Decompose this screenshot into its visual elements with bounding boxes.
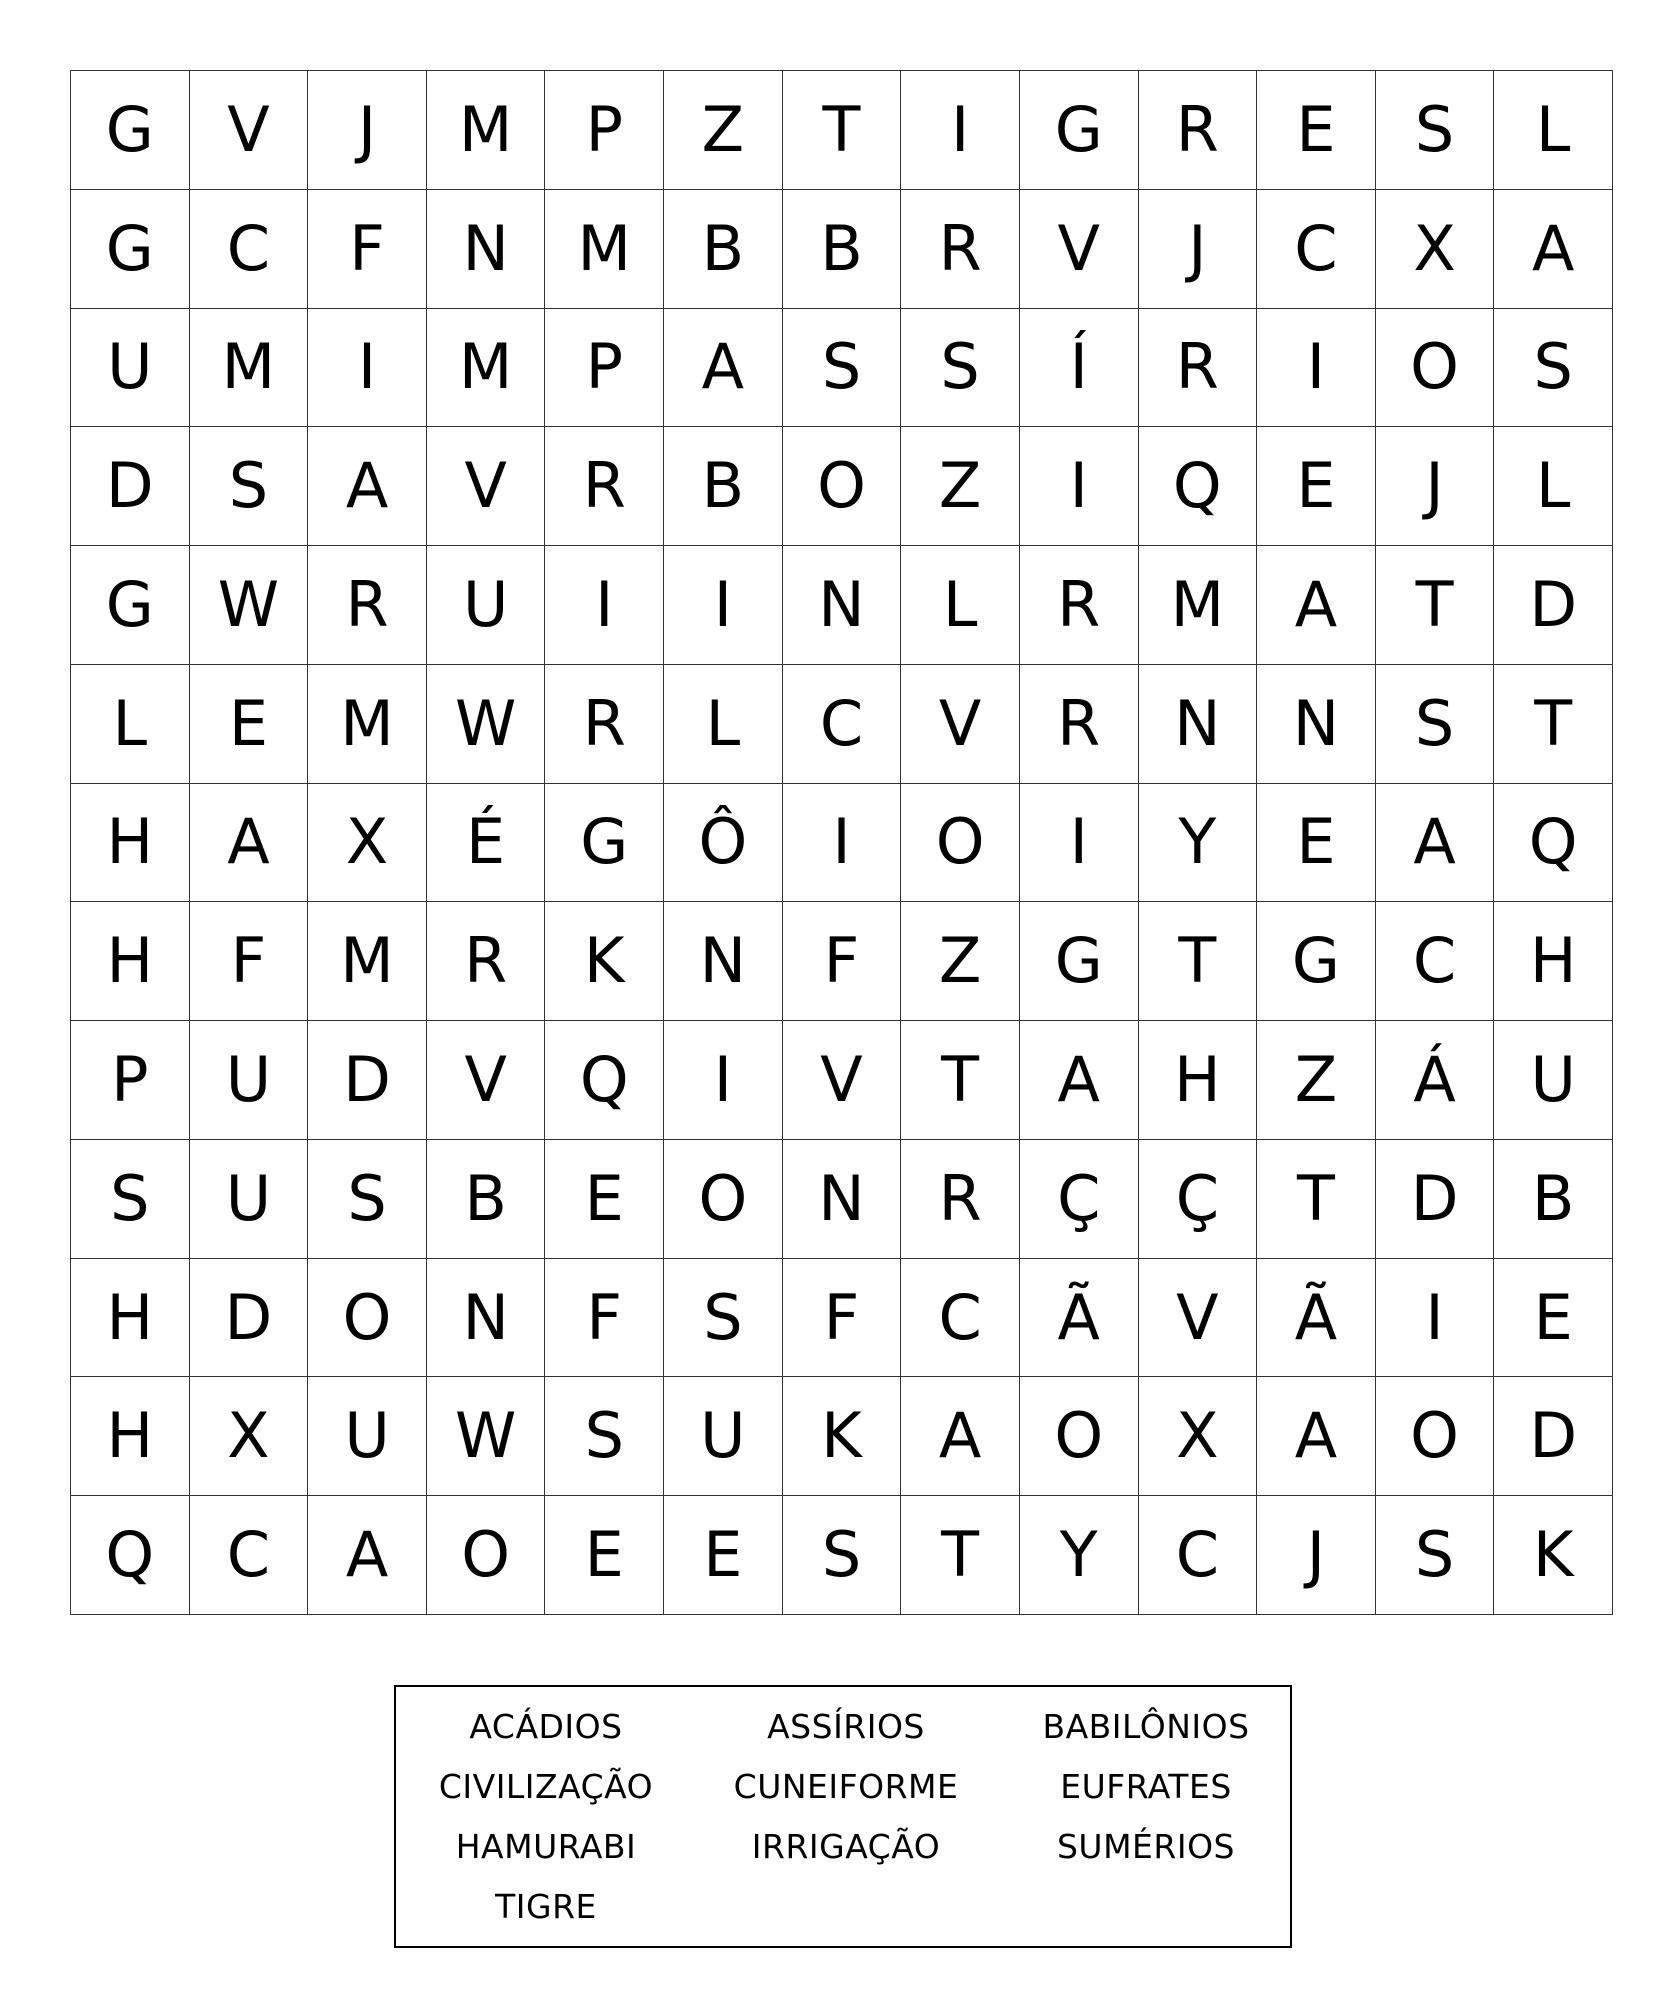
grid-cell[interactable]: O	[901, 784, 1020, 903]
word-bank-item: IRRIGAÇÃO	[751, 1827, 941, 1866]
grid-cell[interactable]: B	[664, 190, 783, 309]
grid-cell[interactable]: I	[1376, 1259, 1495, 1378]
grid-cell[interactable]: B	[783, 190, 902, 309]
grid-cell[interactable]: Í	[1020, 309, 1139, 428]
grid-cell[interactable]: W	[427, 665, 546, 784]
grid-cell[interactable]: W	[190, 546, 309, 665]
grid-cell[interactable]: Z	[664, 71, 783, 190]
grid-cell[interactable]: B	[664, 427, 783, 546]
grid-cell[interactable]: C	[190, 1496, 309, 1615]
grid-cell[interactable]: Z	[901, 902, 1020, 1021]
grid-cell[interactable]: Ç	[1139, 1140, 1258, 1259]
grid-cell[interactable]: Q	[1139, 427, 1258, 546]
grid-cell[interactable]: L	[664, 665, 783, 784]
grid-cell[interactable]: C	[901, 1259, 1020, 1378]
word-bank-item: SUMÉRIOS	[1056, 1827, 1235, 1866]
grid-cell[interactable]: D	[190, 1259, 309, 1378]
grid-cell[interactable]: P	[71, 1021, 190, 1140]
grid-cell[interactable]: J	[1139, 190, 1258, 309]
grid-cell[interactable]: E	[664, 1496, 783, 1615]
grid-cell[interactable]: I	[664, 546, 783, 665]
grid-cell[interactable]: T	[901, 1496, 1020, 1615]
grid-cell[interactable]: X	[1139, 1377, 1258, 1496]
grid-cell[interactable]: R	[427, 902, 546, 1021]
grid-cell[interactable]: I	[901, 71, 1020, 190]
grid-cell[interactable]: X	[1376, 190, 1495, 309]
grid-cell[interactable]: X	[308, 784, 427, 903]
grid-cell[interactable]: I	[545, 546, 664, 665]
grid-cell[interactable]: V	[1020, 190, 1139, 309]
word-bank-item: CUNEIFORME	[733, 1767, 959, 1806]
grid-cell[interactable]: K	[545, 902, 664, 1021]
grid-cell[interactable]: F	[783, 1259, 902, 1378]
grid-cell[interactable]: O	[1376, 1377, 1495, 1496]
grid-cell[interactable]: T	[1257, 1140, 1376, 1259]
grid-cell[interactable]: U	[190, 1021, 309, 1140]
grid-cell[interactable]: S	[308, 1140, 427, 1259]
grid-cell[interactable]: D	[1376, 1140, 1495, 1259]
grid-cell[interactable]: G	[71, 71, 190, 190]
grid-cell[interactable]: T	[1494, 665, 1613, 784]
grid-cell[interactable]: A	[308, 427, 427, 546]
grid-cell[interactable]: E	[190, 665, 309, 784]
grid-cell[interactable]: A	[664, 309, 783, 428]
grid-cell[interactable]: T	[1376, 546, 1495, 665]
grid-cell[interactable]: H	[71, 1259, 190, 1378]
grid-cell[interactable]: K	[783, 1377, 902, 1496]
grid-cell[interactable]: M	[1139, 546, 1258, 665]
word-search-grid	[70, 70, 1613, 1615]
grid-cell[interactable]: V	[190, 71, 309, 190]
grid-cell[interactable]: D	[71, 427, 190, 546]
word-bank-item: EUFRATES	[1060, 1767, 1232, 1806]
grid-cell[interactable]: N	[427, 190, 546, 309]
grid-cell[interactable]: Y	[1139, 784, 1258, 903]
grid-cell[interactable]: B	[1494, 1140, 1613, 1259]
grid-cell[interactable]: O	[1376, 309, 1495, 428]
grid-cell[interactable]: N	[664, 902, 783, 1021]
grid-cell[interactable]: G	[545, 784, 664, 903]
grid-cell[interactable]: Ç	[1020, 1140, 1139, 1259]
grid-cell[interactable]: G	[71, 190, 190, 309]
grid-cell[interactable]: B	[427, 1140, 546, 1259]
grid-cell[interactable]: N	[1139, 665, 1258, 784]
grid-cell[interactable]: D	[1494, 546, 1613, 665]
grid-cell[interactable]: Á	[1376, 1021, 1495, 1140]
grid-cell[interactable]: É	[427, 784, 546, 903]
grid-cell[interactable]: M	[190, 309, 309, 428]
grid-cell[interactable]: T	[783, 71, 902, 190]
grid-cell[interactable]: H	[71, 902, 190, 1021]
grid-cell[interactable]: O	[427, 1496, 546, 1615]
grid-cell[interactable]: Q	[1494, 784, 1613, 903]
grid-cell[interactable]: U	[1494, 1021, 1613, 1140]
grid-cell[interactable]: G	[71, 546, 190, 665]
grid-cell[interactable]: A	[1257, 546, 1376, 665]
grid-cell[interactable]: V	[901, 665, 1020, 784]
grid-cell[interactable]: A	[190, 784, 309, 903]
grid-cell[interactable]: P	[545, 309, 664, 428]
grid-cell[interactable]: Q	[545, 1021, 664, 1140]
grid-cell[interactable]: S	[545, 1377, 664, 1496]
grid-cell[interactable]: R	[545, 665, 664, 784]
grid-cell[interactable]: S	[783, 309, 902, 428]
grid-cell[interactable]: W	[427, 1377, 546, 1496]
grid-cell[interactable]: Y	[1020, 1496, 1139, 1615]
grid-cell[interactable]: N	[1257, 665, 1376, 784]
grid-cell[interactable]: N	[427, 1259, 546, 1378]
grid-cell[interactable]: M	[308, 902, 427, 1021]
grid-cell[interactable]: G	[1020, 71, 1139, 190]
grid-cell[interactable]: F	[783, 902, 902, 1021]
grid-cell[interactable]: I	[1020, 784, 1139, 903]
grid-cell[interactable]: F	[308, 190, 427, 309]
grid-cell[interactable]: V	[427, 427, 546, 546]
grid-cell[interactable]: J	[308, 71, 427, 190]
grid-cell[interactable]: H	[71, 784, 190, 903]
grid-cell[interactable]: S	[1376, 665, 1495, 784]
grid-cell[interactable]: S	[1494, 309, 1613, 428]
grid-cell[interactable]: T	[901, 1021, 1020, 1140]
grid-cell[interactable]: R	[901, 1140, 1020, 1259]
grid-cell[interactable]: A	[308, 1496, 427, 1615]
grid-cell[interactable]: L	[71, 665, 190, 784]
grid-cell[interactable]: C	[1376, 902, 1495, 1021]
word-bank-item: HAMURABI	[455, 1827, 637, 1866]
grid-cell[interactable]: Z	[901, 427, 1020, 546]
grid-cell[interactable]: S	[901, 309, 1020, 428]
grid-cell[interactable]: I	[783, 784, 902, 903]
word-bank-item: CIVILIZAÇÃO	[438, 1767, 654, 1806]
grid-cell[interactable]: C	[1139, 1496, 1258, 1615]
grid-cell[interactable]: M	[427, 309, 546, 428]
grid-cell[interactable]: A	[901, 1377, 1020, 1496]
grid-cell[interactable]: Ã	[1020, 1259, 1139, 1378]
grid-cell[interactable]: R	[308, 546, 427, 665]
grid-cell[interactable]: R	[1139, 309, 1258, 428]
grid-cell[interactable]: V	[427, 1021, 546, 1140]
grid-cell[interactable]: H	[1139, 1021, 1258, 1140]
grid-cell[interactable]: I	[664, 1021, 783, 1140]
grid-cell[interactable]: Z	[1257, 1021, 1376, 1140]
grid-cell[interactable]: R	[1020, 665, 1139, 784]
grid-cell[interactable]: A	[1020, 1021, 1139, 1140]
grid-cell[interactable]: M	[308, 665, 427, 784]
grid-cell[interactable]: C	[1257, 190, 1376, 309]
word-bank-item: TIGRE	[495, 1887, 597, 1926]
grid-cell[interactable]: O	[1020, 1377, 1139, 1496]
grid-cell[interactable]: G	[1257, 902, 1376, 1021]
grid-cell[interactable]: E	[1257, 427, 1376, 546]
word-bank-item: ACÁDIOS	[469, 1707, 623, 1746]
grid-cell[interactable]: S	[71, 1140, 190, 1259]
grid-cell[interactable]: A	[1257, 1377, 1376, 1496]
grid-cell[interactable]: E	[1257, 784, 1376, 903]
grid-cell[interactable]: O	[664, 1140, 783, 1259]
grid-cell[interactable]: U	[427, 546, 546, 665]
word-bank-item: ASSÍRIOS	[767, 1707, 925, 1746]
grid-cell[interactable]: O	[308, 1259, 427, 1378]
grid-cell[interactable]: I	[308, 309, 427, 428]
grid-cell[interactable]: D	[308, 1021, 427, 1140]
grid-cell[interactable]: U	[71, 309, 190, 428]
grid-cell[interactable]: E	[1494, 1259, 1613, 1378]
grid-cell[interactable]: S	[783, 1496, 902, 1615]
grid-cell[interactable]: M	[427, 71, 546, 190]
grid-cell[interactable]: C	[190, 190, 309, 309]
grid-cell[interactable]: J	[1257, 1496, 1376, 1615]
grid-cell[interactable]: V	[1139, 1259, 1258, 1378]
grid-cell[interactable]: I	[1257, 309, 1376, 428]
grid-cell[interactable]: R	[901, 190, 1020, 309]
grid-cell[interactable]: N	[783, 546, 902, 665]
grid-cell[interactable]: F	[545, 1259, 664, 1378]
grid-cell[interactable]: A	[1376, 784, 1495, 903]
grid-cell[interactable]: C	[783, 665, 902, 784]
grid-cell[interactable]: R	[1139, 71, 1258, 190]
grid-cell[interactable]: H	[71, 1377, 190, 1496]
grid-cell[interactable]: U	[190, 1140, 309, 1259]
grid-cell[interactable]: V	[783, 1021, 902, 1140]
grid-cell[interactable]: K	[1494, 1496, 1613, 1615]
grid-cell[interactable]: F	[190, 902, 309, 1021]
grid-cell[interactable]: G	[1020, 902, 1139, 1021]
grid-cell[interactable]: N	[783, 1140, 902, 1259]
grid-cell[interactable]: M	[545, 190, 664, 309]
grid-cell[interactable]: I	[1020, 427, 1139, 546]
grid-cell[interactable]: L	[1494, 427, 1613, 546]
grid-cell[interactable]: S	[1376, 1496, 1495, 1615]
grid-cell[interactable]: X	[190, 1377, 309, 1496]
grid-cell[interactable]: L	[1494, 71, 1613, 190]
grid-cell[interactable]: R	[1020, 546, 1139, 665]
grid-cell[interactable]: S	[1376, 71, 1495, 190]
grid-cell[interactable]: U	[664, 1377, 783, 1496]
grid-cell[interactable]: E	[545, 1140, 664, 1259]
grid-cell[interactable]: Ã	[1257, 1259, 1376, 1378]
grid-cell[interactable]: Ô	[664, 784, 783, 903]
grid-cell[interactable]: Q	[71, 1496, 190, 1615]
grid-cell[interactable]: S	[190, 427, 309, 546]
grid-cell[interactable]: L	[901, 546, 1020, 665]
grid-cell[interactable]: A	[1494, 190, 1613, 309]
grid-cell[interactable]: O	[783, 427, 902, 546]
grid-cell[interactable]: T	[1139, 902, 1258, 1021]
word-bank	[394, 1685, 1292, 1948]
word-bank-item: BABILÔNIOS	[1042, 1707, 1250, 1746]
grid-cell[interactable]: P	[545, 71, 664, 190]
grid-cell[interactable]: J	[1376, 427, 1495, 546]
grid-cell[interactable]: E	[545, 1496, 664, 1615]
grid-cell[interactable]: H	[1494, 902, 1613, 1021]
grid-cell[interactable]: R	[545, 427, 664, 546]
grid-cell[interactable]: D	[1494, 1377, 1613, 1496]
grid-cell[interactable]: U	[308, 1377, 427, 1496]
grid-cell[interactable]: S	[664, 1259, 783, 1378]
grid-cell[interactable]: E	[1257, 71, 1376, 190]
